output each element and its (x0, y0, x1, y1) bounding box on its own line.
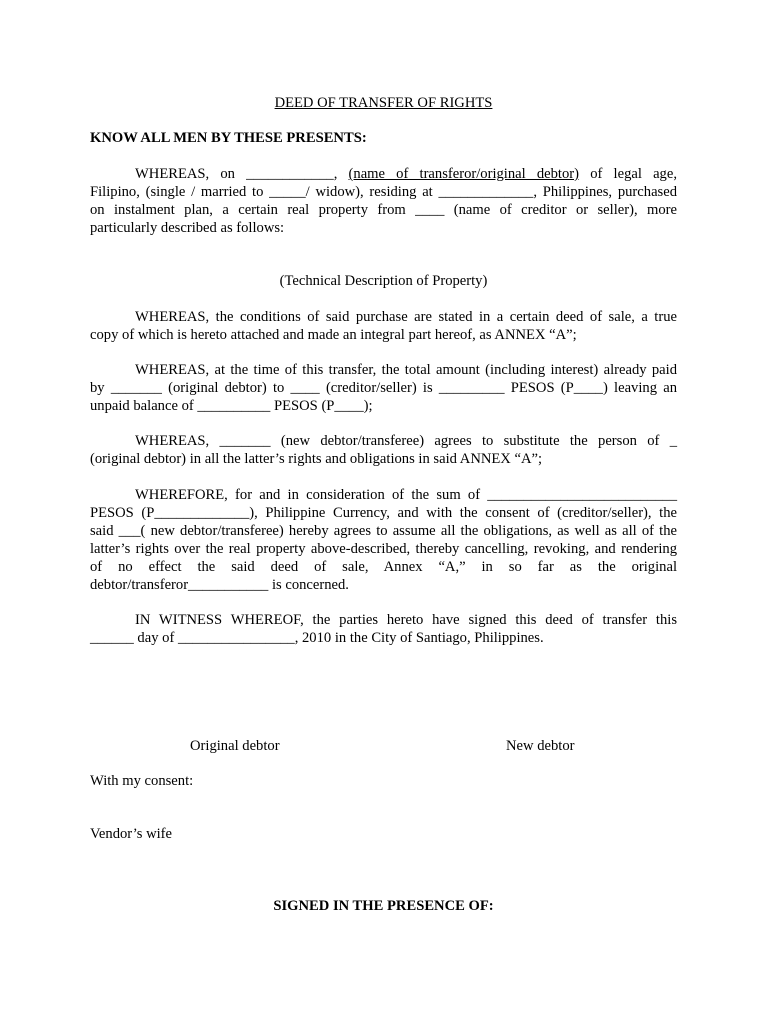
know-all-heading: KNOW ALL MEN BY THESE PRESENTS: (90, 130, 367, 146)
with-consent-label: With my consent: (90, 773, 194, 789)
paragraph-whereas-substitute (90, 432, 677, 468)
paragraph-line: WHEREAS, _______ (new debtor/transferee) agrees to substitute the person of _ (135, 433, 677, 449)
paragraph-line: WHEREAS, at the time of this transfer, the total amount (including interest) already paid (135, 362, 677, 378)
paragraph-line: copy of which is hereto attached and made an integral part hereof, as ANNEX “A”; (90, 327, 577, 343)
document-page (90, 0, 677, 1024)
paragraph-line: Filipino, (single / married to _____/ widow), residing at _____________, Philippines, purchased (90, 184, 677, 200)
signed-in-presence-heading: SIGNED IN THE PRESENCE OF: (273, 898, 494, 914)
original-debtor-signature-label: Original debtor (190, 738, 280, 754)
paragraph-line: said ___( new debtor/transferee) hereby agrees to assume all the obligations, as well as all of the (90, 523, 677, 539)
paragraph-line: (original debtor) in all the latter’s rights and obligations in said ANNEX “A”; (90, 451, 543, 467)
paragraph-line: unpaid balance of __________ PESOS (P____); (90, 398, 373, 414)
paragraph-line: WHEREFORE, for and in consideration of the sum of __________________________ (135, 487, 677, 503)
text-segment: of legal age, (579, 166, 677, 182)
paragraph-line (90, 165, 677, 183)
vendors-wife-label: Vendor’s wife (90, 826, 173, 842)
text-segment: WHEREAS, on ____________, (135, 166, 349, 182)
paragraph-line: particularly described as follows: (90, 220, 285, 236)
paragraph-in-witness (90, 611, 677, 647)
underlined-text: (name of transferor/original debtor) (348, 166, 580, 182)
technical-description-label: (Technical Description of Property) (279, 273, 488, 289)
new-debtor-signature-label: New debtor (506, 738, 575, 754)
paragraph-wherefore (90, 486, 677, 594)
document-title: DEED OF TRANSFER OF RIGHTS (274, 95, 493, 111)
paragraph-line: by _______ (original debtor) to ____ (creditor/seller) is _________ PESOS (P____) leaving an (90, 380, 677, 396)
paragraph-line: IN WITNESS WHEREOF, the parties hereto have signed this deed of transfer this (135, 612, 677, 628)
paragraph-line: on instalment plan, a certain real property from ____ (name of creditor or seller), more (90, 202, 677, 218)
paragraph-line: latter’s rights over the real property above-described, thereby cancelling, revoking, and rendering (90, 541, 677, 557)
paragraph-whereas-conditions (90, 308, 677, 344)
paragraph-whereas-amount (90, 361, 677, 415)
paragraph-line: of no effect the said deed of sale, Annex “A,” in so far as the original (90, 559, 677, 575)
paragraph-line: ______ day of ________________, 2010 in the City of Santiago, Philippines. (90, 630, 544, 646)
paragraph-line: debtor/transferor___________ is concerned. (90, 577, 349, 593)
paragraph-line: PESOS (P_____________), Philippine Currency, and with the consent of (creditor/seller), the (90, 505, 677, 521)
paragraph-line: WHEREAS, the conditions of said purchase are stated in a certain deed of sale, a true (135, 309, 677, 325)
paragraph-whereas-transferor (90, 165, 677, 237)
